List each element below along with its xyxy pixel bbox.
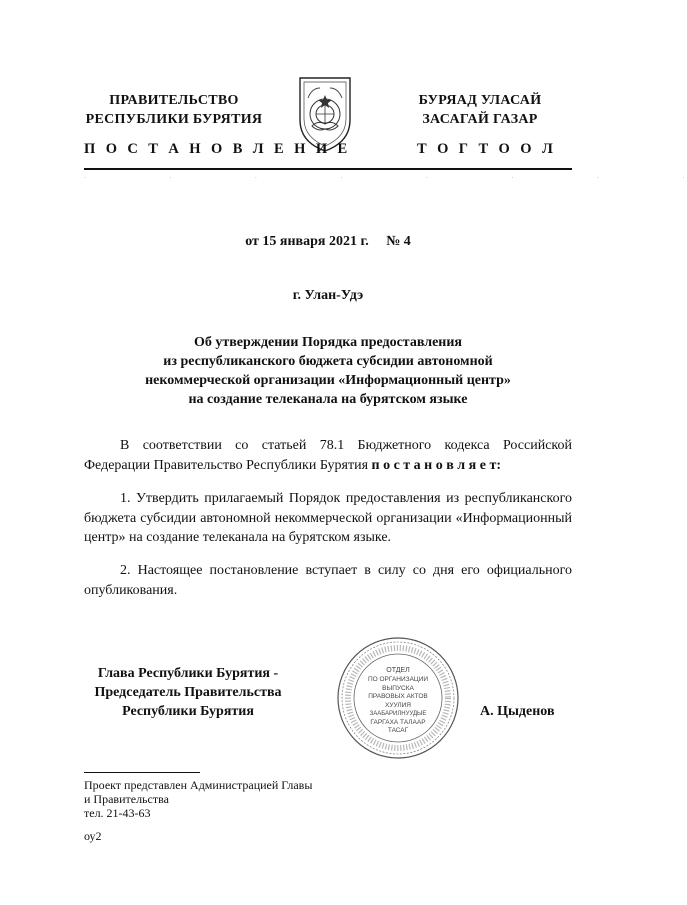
seal-line8: ТАСАГ [387,727,409,734]
seal-line5: ХУУЛИЯ [384,702,412,709]
doc-title-line1: Об утверждении Порядка предоставления [193,335,463,350]
header-rule [84,168,572,170]
signatory-position-line2: Председатель Правительства [94,685,282,700]
clause-2-paragraph: 2. Настоящее постановление вступает в силу со дня его официального опубликования. [84,563,572,598]
doc-number: № 4 [386,234,411,249]
footer-line2: и Правительства [84,792,169,806]
signatory-position-line1: Глава Республики Бурятия - [97,666,279,681]
signatory-name: А. Цыденов [480,704,555,719]
seal-line3: ВЫПУСКА [382,685,414,692]
issuer-left-line2: РЕСПУБЛИКИ БУРЯТИЯ [85,112,263,127]
doc-title-line2: из республиканского бюджета субсидии автономной [163,354,493,369]
issuer-right [388,91,572,129]
doc-type-right: Т О Г Т О О Л [417,141,557,157]
issuer-right-line1: БУРЯАД УЛАСАЙ [418,93,542,108]
footer-note [84,778,384,820]
doc-city: г. Улан-Удэ [292,288,364,303]
seal-line6: ЗААБАРИЛНУУДЫЕ [369,711,427,717]
doc-date: от 15 января 2021 г. [245,234,369,249]
signatory-position-line3: Республики Бурятия [122,704,254,719]
doc-title [100,333,556,409]
official-seal-icon [336,636,460,760]
header-dotted-rule: . . . . . . . . [84,172,687,180]
footer-line3: тел. 21-43-63 [84,806,151,820]
doc-title-line3: некоммерческой организации «Информационный центр» [145,373,511,388]
preamble-resolves: п о с т а н о в л я е т: [371,457,501,473]
doc-date-number [84,234,572,250]
footer-rule [84,772,200,773]
footer-code: оу2 [84,829,102,843]
seal-line1: ОТДЕЛ [386,667,410,674]
seal-line2: ПО ОРГАНИЗАЦИИ [367,676,429,683]
clause-1-paragraph: 1. Утвердить прилагаемый Порядок предоставления из республиканского бюджета субсидии автономной некоммерческой организации «Информационный центр» на создание телеканала на бурятском языке. [84,491,572,545]
doc-title-line4: на создание телеканала на бурятском языке [188,392,468,407]
preamble-paragraph [84,436,572,475]
signatory-position [84,664,292,721]
issuer-left [84,91,264,129]
issuer-left-line1: ПРАВИТЕЛЬСТВО [109,93,239,108]
issuer-right-line2: ЗАСАГАЙ ГАЗАР [422,112,538,127]
doc-type-left: П О С Т А Н О В Л Е Н И Е [84,141,351,157]
footer-line1: Проект представлен Администрацией Главы [84,778,313,792]
preamble-text: В соответствии со статьей 78.1 Бюджетного кодекса Российской Федерации Правительство Республики Бурятия [84,438,572,473]
seal-line7: ГАРГАХА ТАЛААР [370,719,426,726]
seal-line4: ПРАВОВЫХ АКТОВ [368,693,428,700]
